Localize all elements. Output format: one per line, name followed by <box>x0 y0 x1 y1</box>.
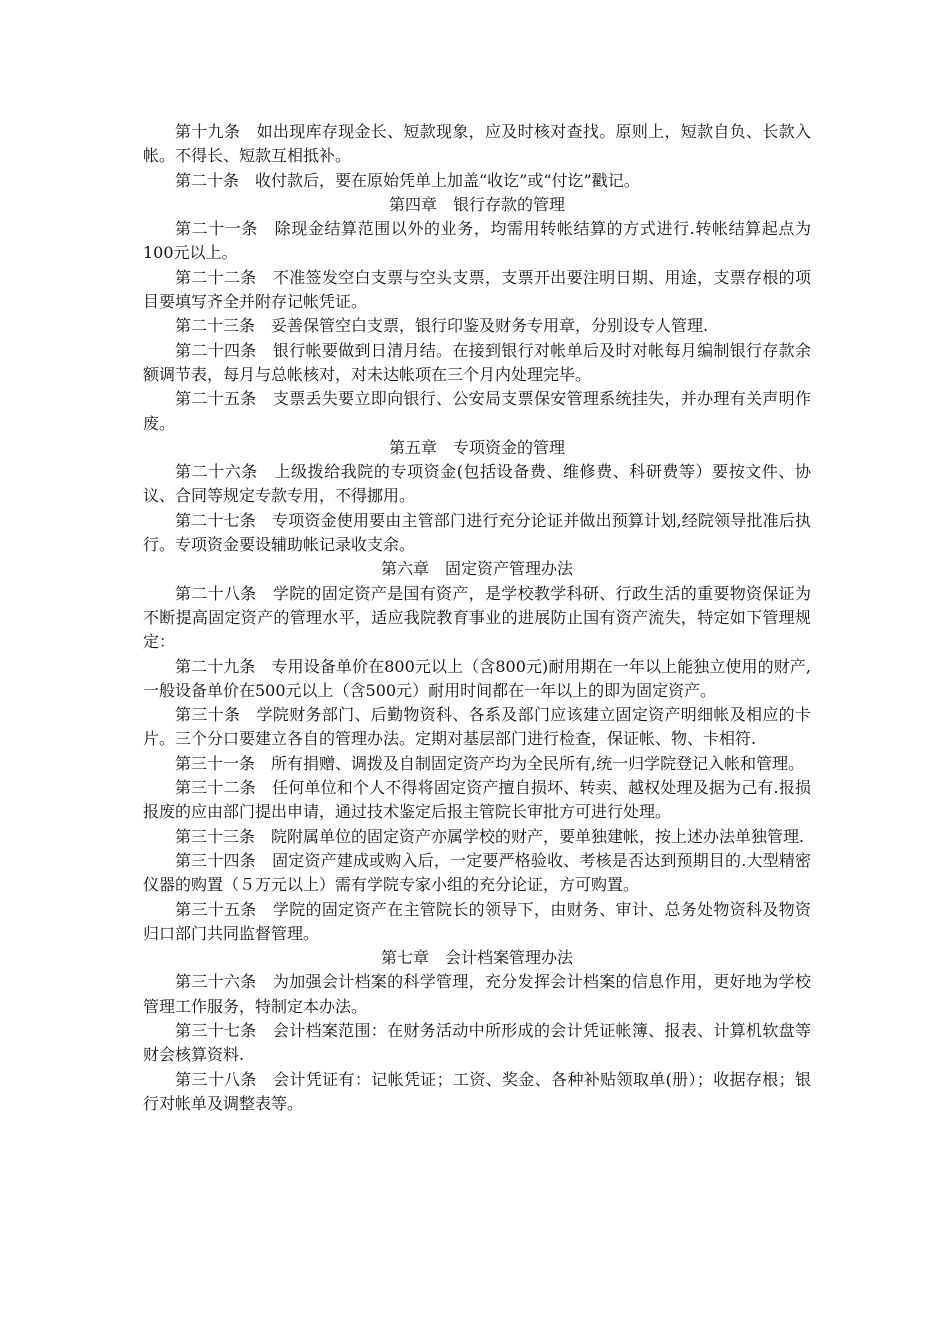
chapter-heading: 第七章 会计档案管理办法 <box>380 948 573 968</box>
article-paragraph: 第二十二条 不准签发空白支票与空头支票，支票开出要注明日期、用途，支票存根的项目要填写齐全并附存记帐凭证。 <box>143 267 811 312</box>
article-paragraph: 第二十四条 银行帐要做到日清月结。在接到银行对帐单后及时对帐每月编制银行存款余额调节表，每月与总帐核对，对未达帐项在三个月内处理完毕。 <box>143 340 811 384</box>
article-paragraph: 第三十条 学院财务部门、后勤物资科、各系及部门应该建立固定资产明细帐及相应的卡片。三个分口要建立各自的管理办法。定期对基层部门进行检查，保证帐、物、卡相符. <box>143 705 811 749</box>
article-paragraph: 第二十三条 妥善保管空白支票，银行印鉴及财务专用章，分别设专人管理. <box>175 316 709 336</box>
article-paragraph: 第三十三条 院附属单位的固定资产亦属学校的财产，要单独建帐，按上述办法单独管理. <box>175 826 805 846</box>
article-paragraph: 第二十八条 学院的固定资产是国有资产，是学校教学科研、行政生活的重要物资保证为不断提高固定资产的管理水平，适应我院教育事业的进展防止国有资产流失，特定如下管理规定： <box>143 583 811 652</box>
article-paragraph: 第三十七条 会计档案范围：在财务活动中所形成的会计凭证帐簿、报表、计算机软盘等财会核算资料. <box>143 1020 811 1065</box>
article-paragraph: 第三十五条 学院的固定资产在主管院长的领导下，由财务、审计、总务处物资科及物资归口部门共同监督管理。 <box>143 899 811 943</box>
article-paragraph: 第二十六条 上级拨给我院的专项资金(包括设备费、维修费、科研费等）要按文件、协议、合同等规定专款专用，不得挪用。 <box>143 462 811 506</box>
article-paragraph: 第二十七条 专项资金使用要由主管部门进行充分论证并做出预算计划,经院领导批准后执行。专项资金要设辅助帐记录收支余。 <box>143 510 811 555</box>
article-paragraph: 第三十二条 任何单位和个人不得将固定资产擅自损坏、转卖、越权处理及据为己有.报损报废的应由部门提出申请，通过技术鉴定后报主管院长审批方可进行处理。 <box>143 778 811 822</box>
article-paragraph: 第二十五条 支票丢失要立即向银行、公安局支票保安管理系统挂失，并办理有关声明作废。 <box>143 389 811 433</box>
article-paragraph: 第三十四条 固定资产建成或购入后，一定要严格验收、考核是否达到预期目的.大型精密仪器的购置（５万元以上）需有学院专家小组的充分论证，方可购置。 <box>143 850 811 895</box>
article-paragraph: 第十九条 如出现库存现金长、短款现象，应及时核对查找。原则上，短款自负、长款入帐。不得长、短款互相抵补。 <box>143 122 811 166</box>
article-paragraph: 第二十条 收付款后，要在原始凭单上加盖“收讫”或“付讫”戳记。 <box>175 170 640 190</box>
document-page <box>143 120 811 1116</box>
chapter-heading: 第六章 固定资产管理办法 <box>380 559 573 579</box>
chapter-heading: 第五章 专项资金的管理 <box>388 437 565 457</box>
article-paragraph: 第三十六条 为加强会计档案的科学管理，充分发挥会计档案的信息作用，更好地为学校管理工作服务，特制定本办法。 <box>143 972 811 1016</box>
article-paragraph: 第二十一条 除现金结算范围以外的业务，均需用转帐结算的方式进行.转帐结算起点为100元以上。 <box>143 219 811 263</box>
article-paragraph: 第二十九条 专用设备单价在800元以上（含800元)耐用期在一年以上能独立使用的财产,一般设备单价在500元以上（含500元）耐用时间都在一年以上的即为固定资产。 <box>143 656 811 700</box>
article-paragraph: 第三十一条 所有捐赠、调拨及自制固定资产均为全民所有,统一归学院登记入帐和管理。 <box>175 753 805 773</box>
chapter-heading: 第四章 银行存款的管理 <box>388 194 565 214</box>
article-paragraph: 第三十八条 会计凭证有：记帐凭证；工资、奖金、各种补贴领取单(册）；收据存根；银行对帐单及调整表等。 <box>143 1069 811 1113</box>
